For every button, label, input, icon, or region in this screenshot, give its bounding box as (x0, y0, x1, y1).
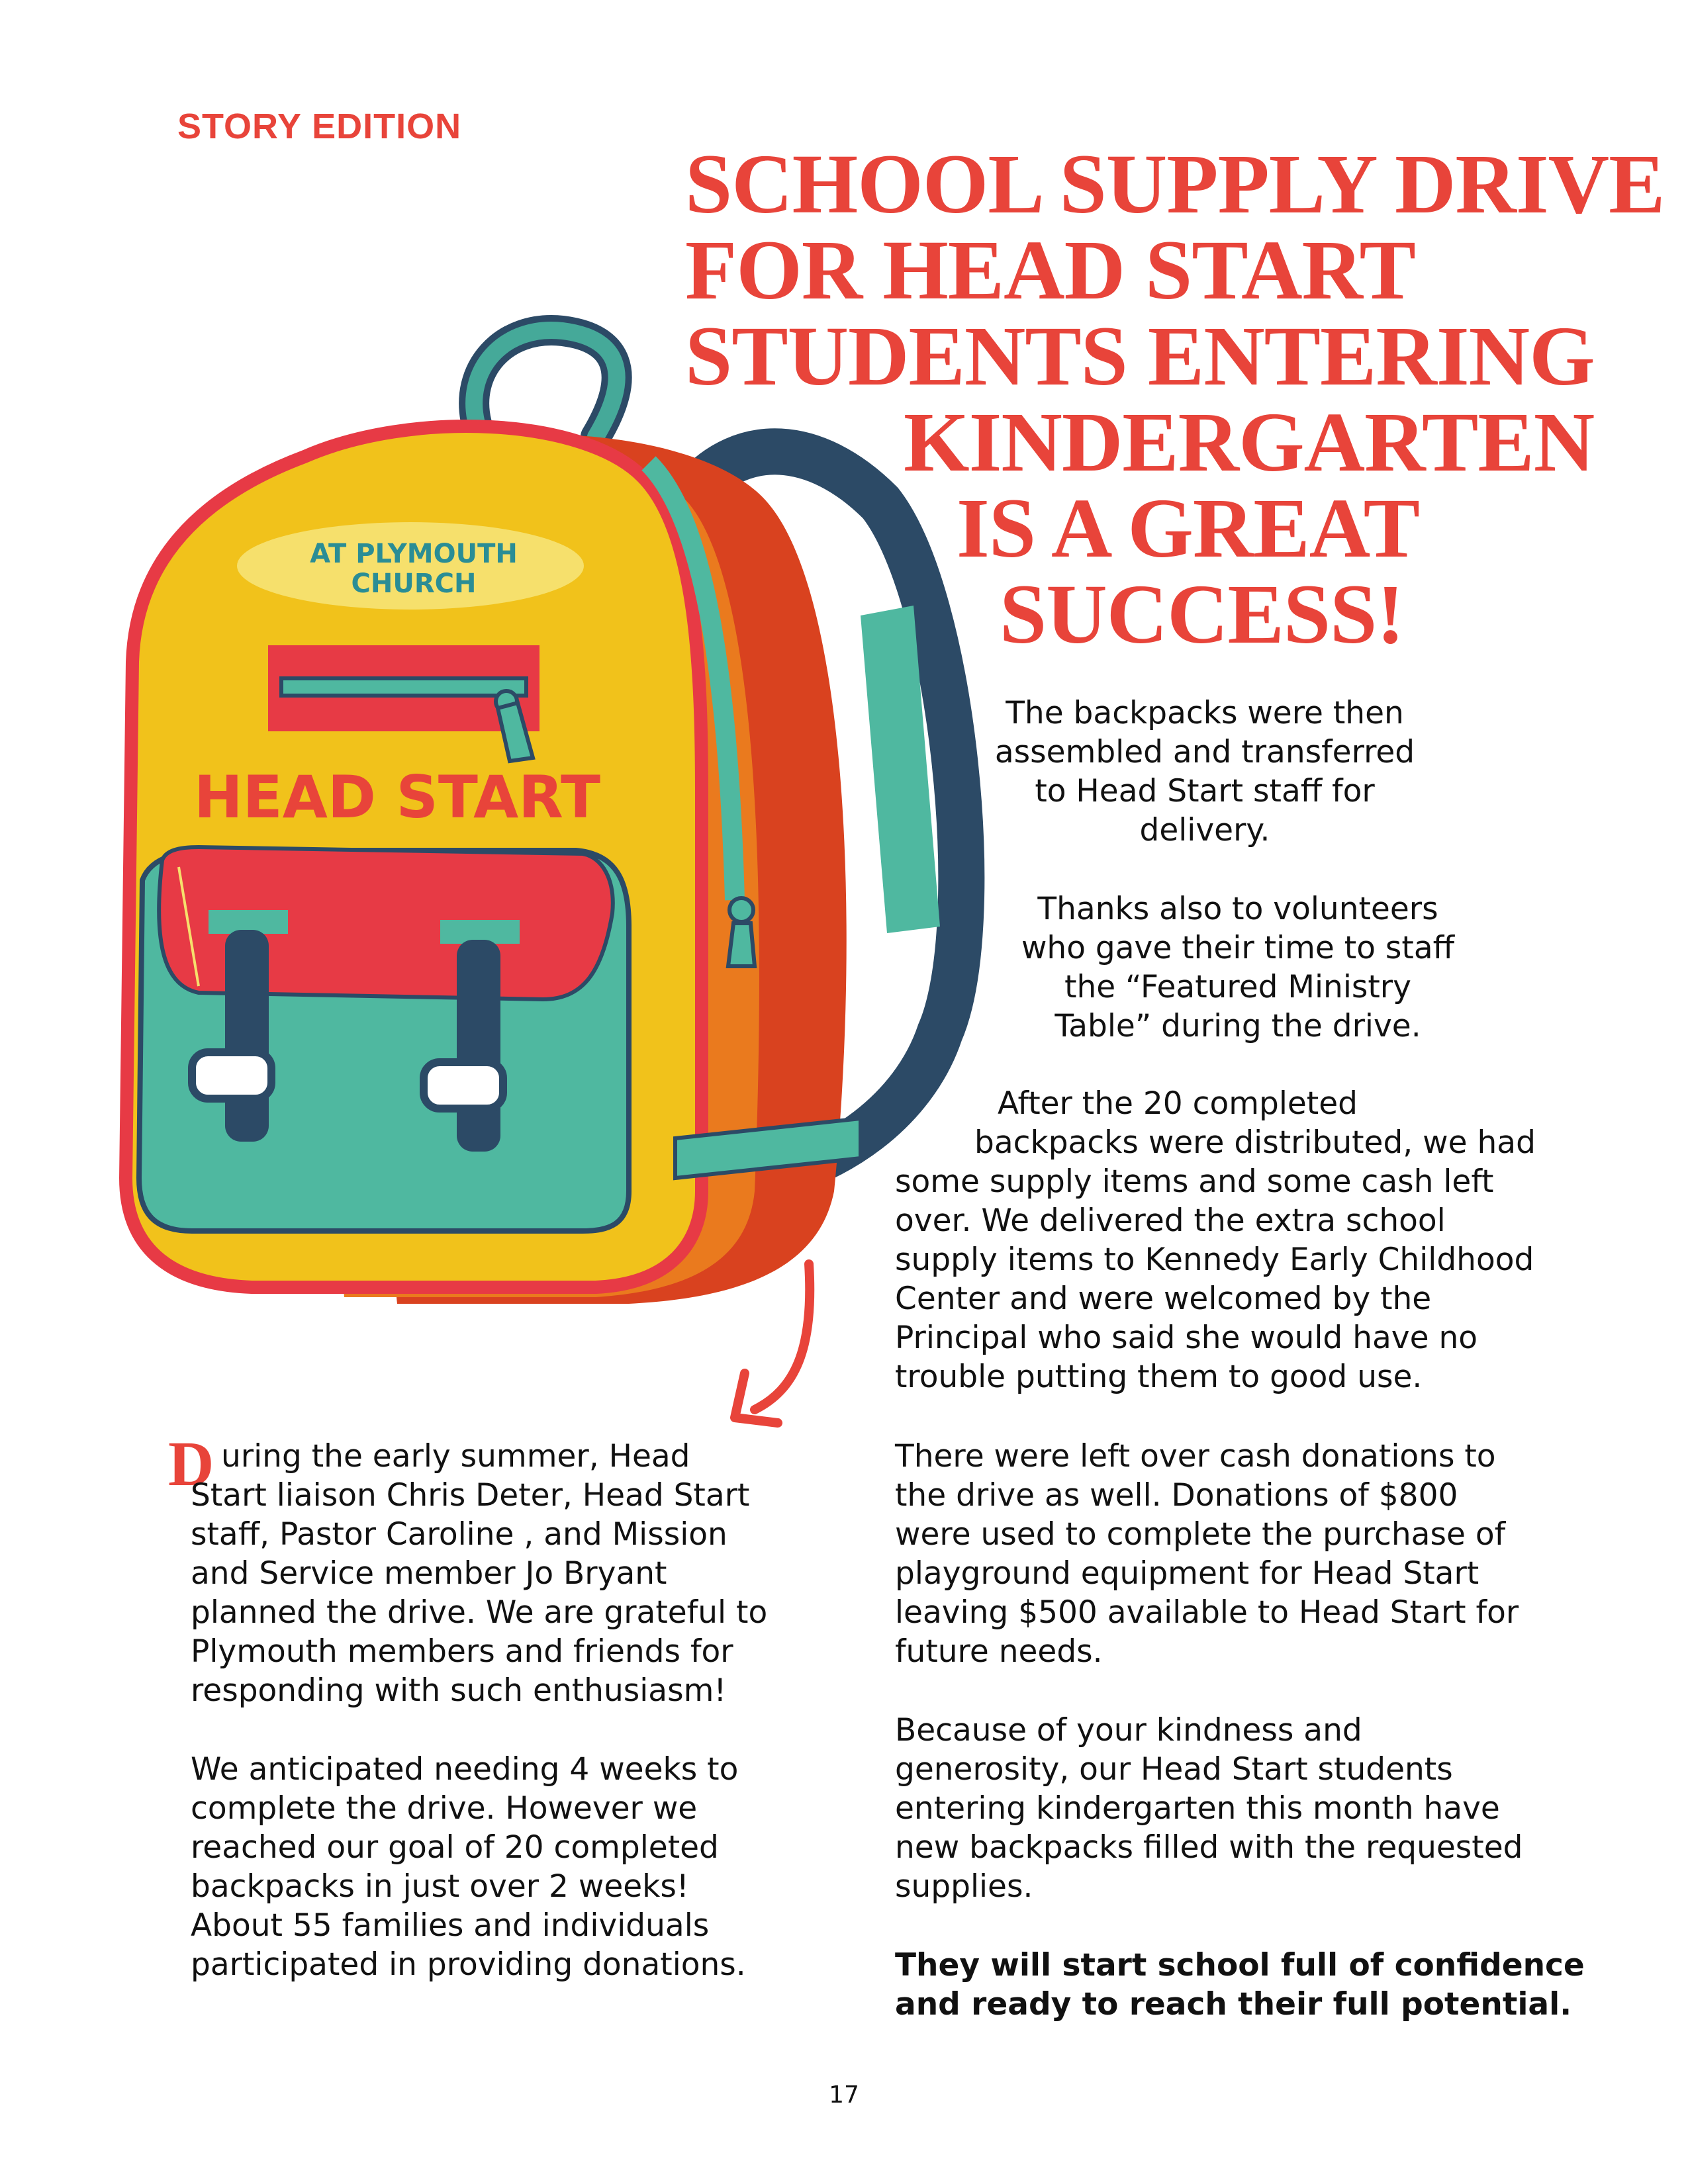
backpack-icon (126, 330, 961, 1304)
text-line: assembled and transferred (994, 734, 1415, 770)
text-line: backpacks in just over 2 weeks! (191, 1868, 689, 1905)
text-line: and Service member Jo Bryant (191, 1555, 667, 1592)
text-line: some supply items and some cash left (895, 1163, 1494, 1200)
text-line: future needs. (895, 1633, 1103, 1670)
text-line: new backpacks filled with the requested (895, 1829, 1523, 1866)
text-line: The backpacks were then (1006, 695, 1404, 731)
closing-statement (895, 1946, 1610, 2024)
text-line: over. We delivered the extra school (895, 1203, 1446, 1239)
edition-label: STORY EDITION (177, 107, 462, 146)
text-line: They will start school full of confidence (895, 1947, 1585, 1983)
text-line: complete the drive. However we (191, 1790, 698, 1827)
text-line: Start liaison Chris Deter, Head Start (191, 1477, 750, 1514)
text-line: There were left over cash donations to (895, 1438, 1496, 1475)
page-number: 17 (829, 2081, 859, 2109)
text-line: Because of your kindness and (895, 1712, 1362, 1749)
right-paragraph-2 (1006, 889, 1470, 1046)
text-line: uring the early summer, Head (221, 1438, 690, 1475)
text-line: Thanks also to volunteers (1037, 891, 1438, 927)
text-line: to Head Start staff for (1035, 773, 1375, 809)
text-line: backpacks were distributed, we had (974, 1124, 1536, 1161)
text-line: participated in providing donations. (191, 1946, 746, 1983)
text-line: delivery. (1139, 812, 1270, 848)
text-line: playground equipment for Head Start (895, 1555, 1479, 1592)
text-line: Plymouth members and friends for (191, 1633, 733, 1670)
text-line: Table” during the drive. (1055, 1008, 1421, 1044)
text-line: staff, Pastor Caroline , and Mission (191, 1516, 727, 1553)
text-line: supply items to Kennedy Early Childhood (895, 1242, 1534, 1278)
text-line: the “Featured Ministry (1064, 969, 1411, 1005)
text-line: We anticipated needing 4 weeks to (191, 1751, 739, 1788)
text-line: and ready to reach their full potential. (895, 1986, 1572, 2023)
drop-cap: D (168, 1428, 214, 1499)
curved-arrow-icon (735, 1264, 810, 1423)
backpack-label-top-1: AT PLYMOUTH (310, 539, 518, 569)
text-line: About 55 families and individuals (191, 1907, 710, 1944)
left-paragraph-1 (191, 1437, 826, 1710)
text-line: reached our goal of 20 completed (191, 1829, 719, 1866)
left-paragraph-2 (191, 1750, 826, 1984)
title-line-1: SCHOOL SUPPLY DRIVE (685, 137, 1665, 231)
right-paragraph-3 (895, 1084, 1597, 1396)
text-line: responding with such enthusiasm! (191, 1672, 727, 1709)
title-line-6: SUCCESS! (1000, 567, 1404, 661)
text-line: After the 20 completed (998, 1085, 1358, 1122)
backpack-label-main: HEAD START (193, 763, 601, 831)
right-paragraph-5 (895, 1711, 1597, 1906)
text-line: leaving $500 available to Head Start for (895, 1594, 1519, 1631)
text-line: Principal who said she would have no (895, 1320, 1478, 1356)
text-line: were used to complete the purchase of (895, 1516, 1506, 1553)
text-line: entering kindergarten this month have (895, 1790, 1500, 1827)
title-line-5: IS A GREAT (957, 481, 1419, 575)
text-line: who gave their time to staff (1021, 930, 1455, 966)
text-line: the drive as well. Donations of $800 (895, 1477, 1458, 1514)
text-line: trouble putting them to good use. (895, 1359, 1423, 1395)
title-line-4: KINDERGARTEN (904, 395, 1595, 489)
title-line-3: STUDENTS ENTERING (685, 309, 1595, 403)
text-line: planned the drive. We are grateful to (191, 1594, 768, 1631)
right-paragraph-1 (980, 694, 1430, 850)
text-line: generosity, our Head Start students (895, 1751, 1453, 1788)
text-line: supplies. (895, 1868, 1033, 1905)
right-paragraph-4 (895, 1437, 1597, 1671)
text-line: Center and were welcomed by the (895, 1281, 1432, 1317)
backpack-label-top-2: CHURCH (351, 569, 477, 599)
title-line-2: FOR HEAD START (685, 223, 1415, 317)
